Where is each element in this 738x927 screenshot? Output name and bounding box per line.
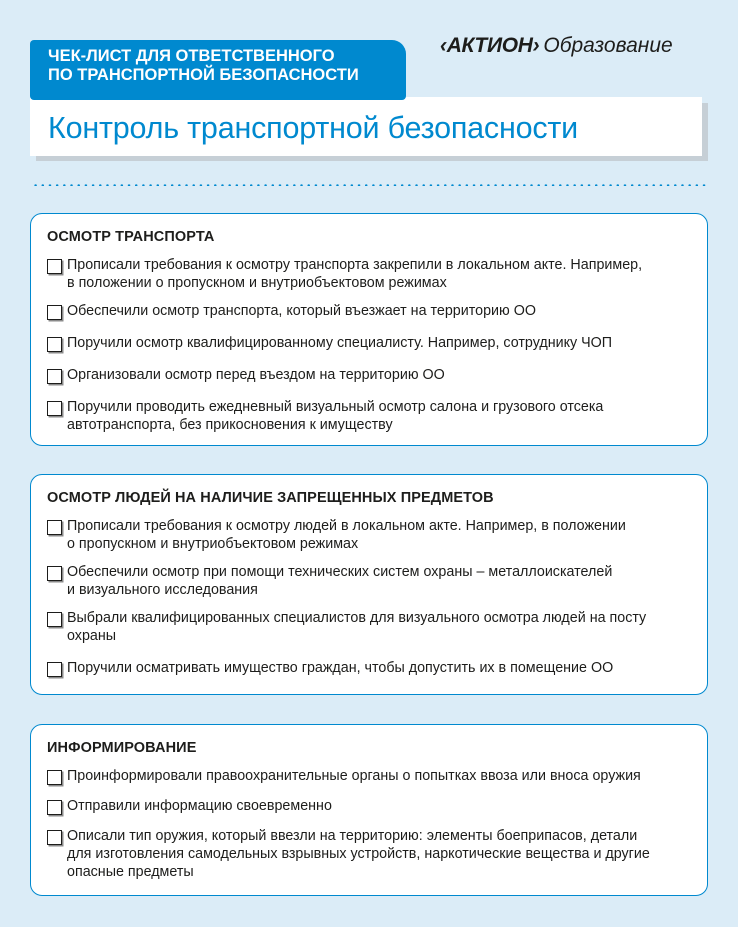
checklist-item-text: Обеспечили осмотр при помощи технических систем охраны – металлоискателей [67, 564, 613, 580]
checkbox[interactable] [47, 401, 62, 416]
checkbox[interactable] [47, 305, 62, 320]
section-people-inspection [30, 474, 708, 695]
checklist-item-text: о пропускном и внутриобъектовом режимах [67, 536, 359, 552]
checklist-item[interactable] [47, 797, 693, 815]
checkbox[interactable] [47, 566, 62, 581]
checklist-item-text: Организовали осмотр перед въездом на территорию ОО [67, 367, 445, 383]
dotted-divider [32, 184, 708, 186]
checkbox[interactable] [47, 830, 62, 845]
checklist-item[interactable] [47, 366, 693, 384]
checkbox[interactable] [47, 770, 62, 785]
tag-line-1: ЧЕК-ЛИСТ ДЛЯ ОТВЕТСТВЕННОГО [48, 47, 335, 65]
checklist-item-text: Прописали требования к осмотру людей в локальном акте. Например, в положении [67, 518, 626, 534]
checklist-item[interactable] [47, 609, 693, 645]
tag-line-2: ПО ТРАНСПОРТНОЙ БЕЗОПАСНОСТИ [48, 66, 359, 84]
checklist-item-text: Отправили информацию своевременно [67, 798, 332, 814]
checklist-item-text: и визуального исследования [67, 582, 258, 598]
section-title: ОСМОТР ЛЮДЕЙ НА НАЛИЧИЕ ЗАПРЕЩЕННЫХ ПРЕДМЕТОВ [47, 490, 494, 506]
checklist-item[interactable] [47, 517, 693, 553]
checklist-item-text: Прописали требования к осмотру транспорта закрепили в локальном акте. Например, [67, 257, 643, 273]
checklist-item-text: Поручили проводить ежедневный визуальный осмотр салона и грузового отсека [67, 399, 604, 415]
checklist-item-text: Выбрали квалифицированных специалистов для визуального осмотра людей на посту [67, 610, 647, 626]
checklist-item-text: Поручили осмотр квалифицированному специалисту. Например, сотруднику ЧОП [67, 335, 613, 351]
checklist-item[interactable] [47, 256, 693, 292]
checklist-item-text: опасные предметы [67, 864, 194, 880]
checklist-item-text: Описали тип оружия, который ввезли на территорию: элементы боеприпасов, детали [67, 828, 638, 844]
section-title: ОСМОТР ТРАНСПОРТА [47, 229, 215, 245]
page-title: Контроль транспортной безопасности [48, 111, 579, 145]
checklist-item[interactable] [47, 563, 693, 599]
checklist-item[interactable] [47, 334, 693, 352]
checkbox[interactable] [47, 520, 62, 535]
section-transport-inspection [30, 213, 708, 446]
checklist-item-text: охраны [67, 628, 117, 644]
checklist-item-text: для изготовления самодельных взрывных устройств, наркотические вещества и другие [67, 846, 650, 862]
checkbox[interactable] [47, 369, 62, 384]
title-box [30, 97, 702, 156]
checklist-item-text: Обеспечили осмотр транспорта, который въезжает на территорию ОО [67, 303, 536, 319]
brand-logo-sub: Образование [543, 34, 673, 57]
checklist-item[interactable] [47, 398, 693, 434]
checkbox[interactable] [47, 662, 62, 677]
section-title: ИНФОРМИРОВАНИЕ [47, 740, 197, 756]
checkbox[interactable] [47, 800, 62, 815]
section-informing [30, 724, 708, 896]
checkbox[interactable] [47, 259, 62, 274]
brand-logo [440, 34, 673, 58]
checklist-item[interactable] [47, 302, 693, 320]
checklist-tag [30, 40, 406, 100]
checklist-item-text: Поручили осматривать имущество граждан, чтобы допустить их в помещение ОО [67, 660, 614, 676]
checkbox[interactable] [47, 612, 62, 627]
checklist-item[interactable] [47, 767, 693, 785]
checklist-item-text: в положении о пропускном и внутриобъектовом режимах [67, 275, 447, 291]
checklist-item[interactable] [47, 659, 693, 677]
checklist-item-text: Проинформировали правоохранительные органы о попытках ввоза или вноса оружия [67, 768, 641, 784]
brand-logo-main: ‹АКТИОН› [440, 34, 540, 57]
checklist-item-text: автотранспорта, без прикосновения к имуществу [67, 417, 393, 433]
checkbox[interactable] [47, 337, 62, 352]
checklist-item[interactable] [47, 827, 693, 881]
